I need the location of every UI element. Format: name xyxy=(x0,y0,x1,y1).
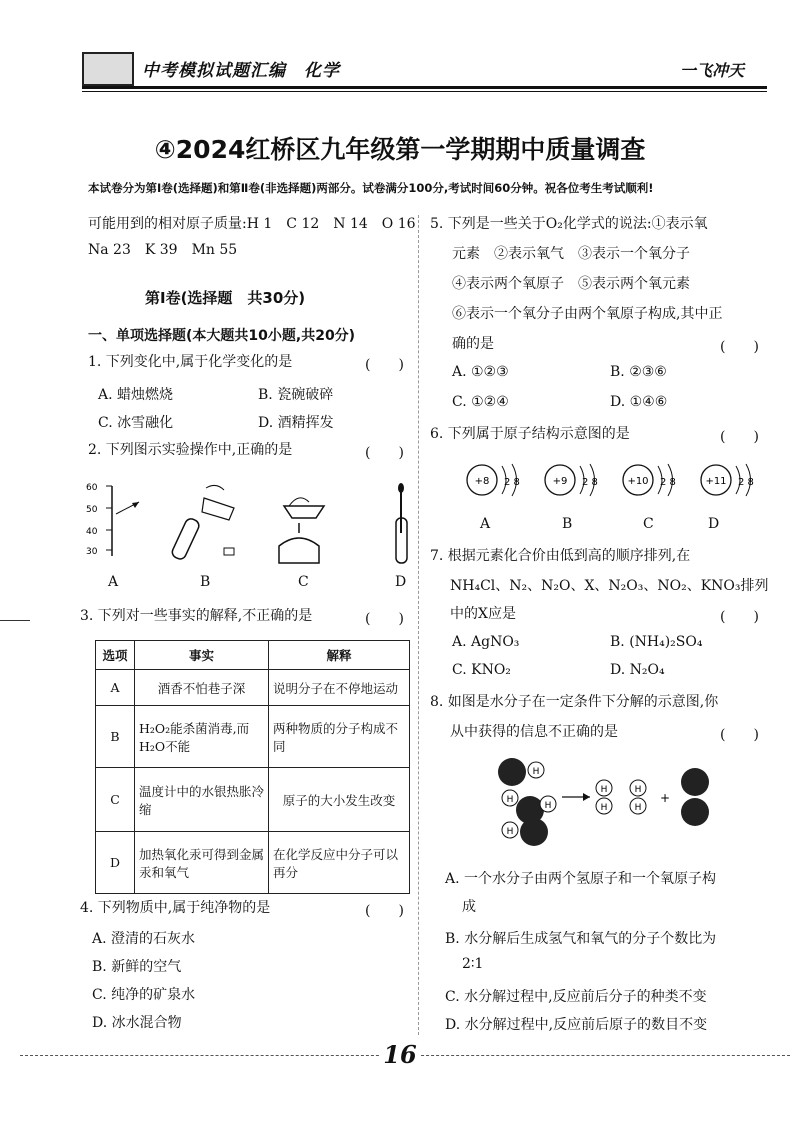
exam-instructions: 本试卷分为第Ⅰ卷(选择题)和第Ⅱ卷(非选择题)两部分。试卷满分100分,考试时间60分钟。祝各位考生考试顺利! xyxy=(88,181,654,195)
test-tube-pouring-figure xyxy=(170,485,234,560)
hydrogen-molecule xyxy=(630,780,646,814)
oxygen-molecule xyxy=(681,768,709,826)
q6-label-b: B xyxy=(562,516,573,532)
q4-stem: 4. 下列物质中,属于纯净物的是 xyxy=(80,900,271,916)
q1-option-b: B. 瓷碗破碎 xyxy=(258,387,334,403)
q2-label-b: B xyxy=(200,574,211,590)
series-logo xyxy=(82,52,134,86)
column-divider xyxy=(418,215,419,1035)
q8-option-a-cont: 成 xyxy=(462,899,476,915)
atom-d-nucleus: +11 xyxy=(705,476,727,487)
scale-30: 30 xyxy=(86,547,98,557)
q3-answer-paren: ( ) xyxy=(365,611,404,627)
alcohol-lamp-figure xyxy=(279,498,324,563)
q8-option-b: B. 水分解后生成氢气和氧气的分子个数比为 xyxy=(445,931,717,947)
header-rule xyxy=(82,86,767,89)
q4-option-b: B. 新鲜的空气 xyxy=(92,959,182,975)
q1-stem: 1. 下列变化中,属于化学变化的是 xyxy=(88,354,293,370)
binding-mark xyxy=(0,620,30,621)
q7-line3: 中的X应是 xyxy=(450,606,516,622)
hydrogen-molecule xyxy=(596,780,612,814)
q3-col-option: 选项 xyxy=(96,641,135,670)
plus-sign: + xyxy=(659,791,671,805)
q8-answer-paren: ( ) xyxy=(720,727,759,743)
svg-text:H: H xyxy=(600,785,608,795)
q8-option-b-cont: 2∶1 xyxy=(462,956,484,972)
q7-option-d: D. N₂O₄ xyxy=(610,662,665,678)
q6-label-c: C xyxy=(643,516,654,532)
q3-row-explanation: 两种物质的分子构成不同 xyxy=(269,706,410,768)
svg-text:H: H xyxy=(634,803,642,813)
q7-option-a: A. AgNO₃ xyxy=(452,634,520,650)
q8-option-d: D. 水分解过程中,反应前后原子的数目不变 xyxy=(445,1017,708,1033)
q3-row-option: D xyxy=(96,832,135,894)
q3-row-option: A xyxy=(96,670,135,706)
atom-d-shells: 2 8 xyxy=(738,477,754,488)
atom-c-shells: 2 8 xyxy=(660,477,676,488)
q6-label-d: D xyxy=(708,516,720,532)
q5-line4: ⑥表示一个氧分子由两个氧原子构成,其中正 xyxy=(452,306,723,322)
q8-line1: 8. 如图是水分子在一定条件下分解的示意图,你 xyxy=(430,694,719,710)
header-rule-thin xyxy=(82,91,767,92)
q3-row-fact: 加热氧化汞可得到金属汞和氧气 xyxy=(135,832,269,894)
atom-a-nucleus: +8 xyxy=(474,476,490,487)
q5-option-a: A. ①②③ xyxy=(452,364,509,380)
q4-option-c: C. 纯净的矿泉水 xyxy=(92,987,196,1003)
q2-label-c: C xyxy=(298,574,309,590)
section1-title: 一、单项选择题(本大题共10小题,共20分) xyxy=(88,328,356,344)
q3-row-fact: 温度计中的水银热胀冷缩 xyxy=(135,768,269,832)
water-molecule xyxy=(502,818,548,846)
scale-60: 60 xyxy=(86,483,98,493)
q3-row-fact: 酒香不怕巷子深 xyxy=(135,670,269,706)
svg-text:H: H xyxy=(506,795,514,805)
part1-title: 第Ⅰ卷(选择题 共30分) xyxy=(145,289,306,307)
atom-diagram-c xyxy=(623,464,676,496)
q4-option-a: A. 澄清的石灰水 xyxy=(92,931,196,947)
svg-text:H: H xyxy=(600,803,608,813)
q2-answer-paren: ( ) xyxy=(365,445,404,461)
q5-option-c: C. ①②④ xyxy=(452,394,509,410)
table-row xyxy=(96,706,410,768)
atom-diagram-a xyxy=(467,464,520,496)
q3-col-explanation: 解释 xyxy=(269,641,410,670)
graduated-cylinder-figure xyxy=(86,483,139,557)
q3-table-header xyxy=(96,641,410,670)
q3-row-fact: H₂O₂能杀菌消毒,而H₂O不能 xyxy=(135,706,269,768)
scale-50: 50 xyxy=(86,505,98,515)
water-molecule xyxy=(502,790,556,824)
q2-label-d: D xyxy=(395,574,407,590)
q3-stem: 3. 下列对一些事实的解释,不正确的是 xyxy=(80,608,313,624)
q3-row-option: C xyxy=(96,768,135,832)
q3-row-explanation: 说明分子在不停地运动 xyxy=(269,670,410,706)
q3-row-option: B xyxy=(96,706,135,768)
series-title: 中考模拟试题汇编 化学 xyxy=(142,61,340,81)
q8-line2: 从中获得的信息不正确的是 xyxy=(450,724,618,740)
svg-text:H: H xyxy=(544,801,552,811)
q5-line3: ④表示两个氧原子 ⑤表示两个氧元素 xyxy=(452,276,690,292)
atom-b-nucleus: +9 xyxy=(552,476,568,487)
exam-title: ④2024红桥区九年级第一学期期中质量调查 xyxy=(154,135,646,164)
q1-option-c: C. 冰雪融化 xyxy=(98,415,174,431)
q7-option-c: C. KNO₂ xyxy=(452,662,511,678)
atomic-masses-line2: Na 23 K 39 Mn 55 xyxy=(88,242,238,258)
q5-option-d: D. ①④⑥ xyxy=(610,394,668,410)
svg-text:H: H xyxy=(506,827,514,837)
q8-option-a: A. 一个水分子由两个氢原子和一个氧原子构 xyxy=(445,871,717,887)
q3-table xyxy=(95,640,410,894)
water-molecule xyxy=(498,758,544,786)
atom-a-shells: 2 8 xyxy=(504,477,520,488)
q5-line2: 元素 ②表示氧气 ③表示一个氧分子 xyxy=(452,246,690,262)
page-number: 16 xyxy=(380,1040,420,1069)
q1-option-d: D. 酒精挥发 xyxy=(258,415,334,431)
atom-diagram-b xyxy=(545,464,598,496)
table-row xyxy=(96,832,410,894)
q1-answer-paren: ( ) xyxy=(365,357,404,373)
q8-water-decomposition-diagram xyxy=(490,752,730,852)
q5-line5: 确的是 xyxy=(452,336,494,352)
q5-answer-paren: ( ) xyxy=(720,339,759,355)
atom-diagram-d xyxy=(701,464,754,496)
svg-text:H: H xyxy=(634,785,642,795)
brand-mark: 一飞冲天 xyxy=(680,61,745,80)
q3-col-fact: 事实 xyxy=(135,641,269,670)
q7-answer-paren: ( ) xyxy=(720,609,759,625)
q5-line1: 5. 下列是一些关于O₂化学式的说法:①表示氧 xyxy=(430,216,708,232)
q7-line2: NH₄Cl、N₂、N₂O、X、N₂O₃、NO₂、KNO₃排列 xyxy=(450,578,769,594)
q3-row-explanation: 原子的大小发生改变 xyxy=(269,768,410,832)
q1-option-a: A. 蜡烛燃烧 xyxy=(98,387,174,403)
q2-label-a: A xyxy=(108,574,119,590)
table-row xyxy=(96,670,410,706)
atomic-masses-line1: 可能用到的相对原子质量:H 1 C 12 N 14 O 16 xyxy=(88,216,416,232)
scale-40: 40 xyxy=(86,527,98,537)
q7-option-b: B. (NH₄)₂SO₄ xyxy=(610,634,703,650)
q2-stem: 2. 下列图示实验操作中,正确的是 xyxy=(88,442,293,458)
q6-stem: 6. 下列属于原子结构示意图的是 xyxy=(430,426,630,442)
svg-text:H: H xyxy=(532,767,540,777)
q6-answer-paren: ( ) xyxy=(720,429,759,445)
q2-lab-figures xyxy=(84,478,414,568)
test-tube-dropper-figure xyxy=(396,483,407,563)
q6-label-a: A xyxy=(480,516,491,532)
atom-c-nucleus: +10 xyxy=(627,476,649,487)
table-row xyxy=(96,768,410,832)
atom-b-shells: 2 8 xyxy=(582,477,598,488)
q8-option-c: C. 水分解过程中,反应前后分子的种类不变 xyxy=(445,989,707,1005)
q5-option-b: B. ②③⑥ xyxy=(610,364,667,380)
q3-row-explanation: 在化学反应中分子可以再分 xyxy=(269,832,410,894)
q7-line1: 7. 根据元素化合价由低到高的顺序排列,在 xyxy=(430,548,691,564)
q4-option-d: D. 冰水混合物 xyxy=(92,1015,182,1031)
q4-answer-paren: ( ) xyxy=(365,903,404,919)
q6-atom-diagrams xyxy=(460,458,760,508)
